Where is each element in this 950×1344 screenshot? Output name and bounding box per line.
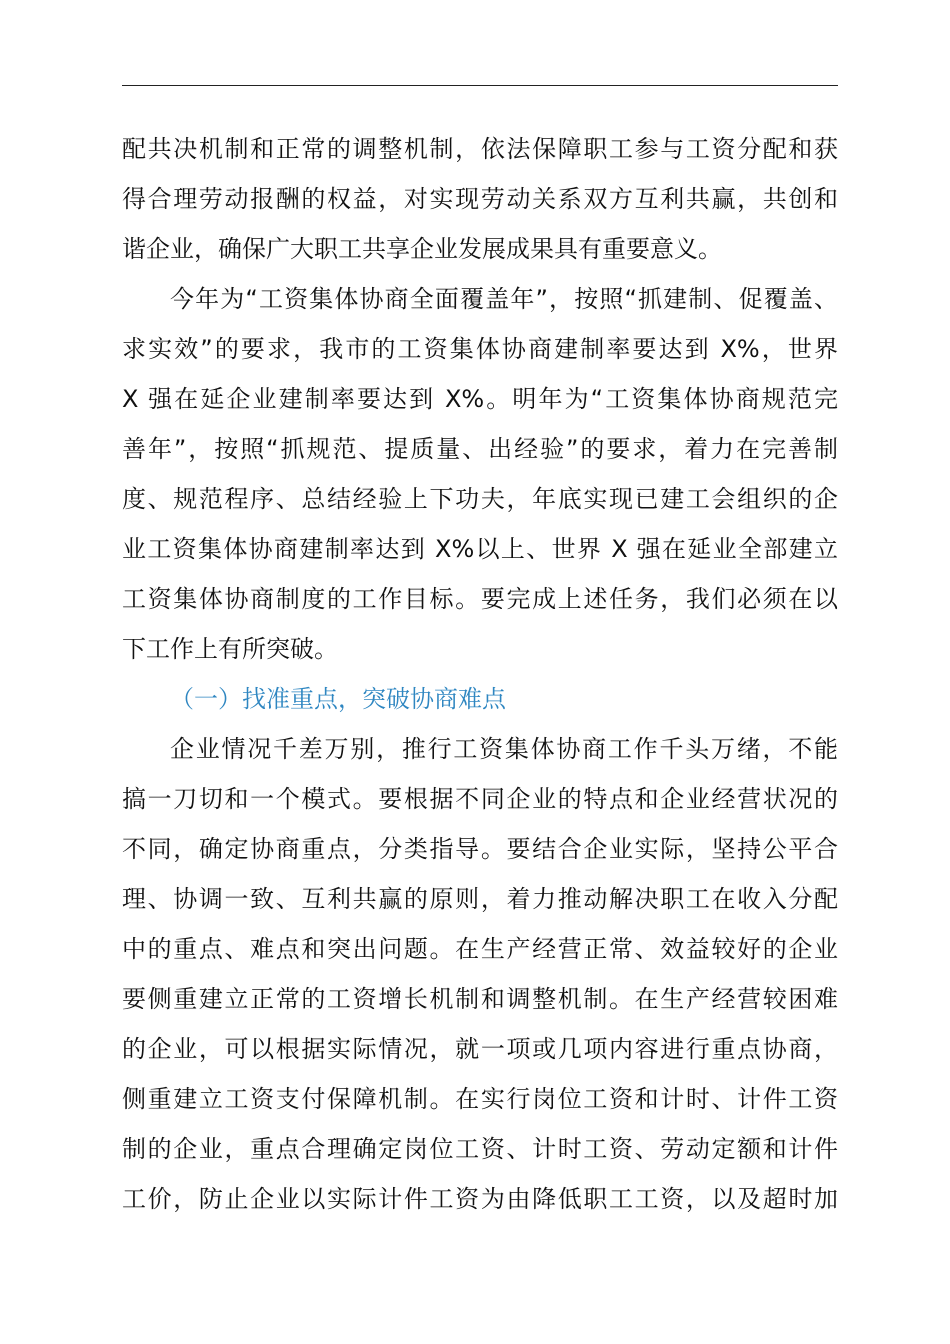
text-line: 不同，确定协商重点，分类指导。要结合企业实际，坚持公平合 (122, 835, 838, 863)
header-rule (122, 85, 838, 86)
text-line: 搞一刀切和一个模式。要根据不同企业的特点和企业经营状况的 (122, 785, 838, 813)
text-line: X 强在延企业建制率要达到 X%。明年为“工资集体协商规范完 (122, 385, 838, 413)
text-line: 中的重点、难点和突出问题。在生产经营正常、效益较好的企业 (122, 935, 838, 963)
text-line: 工资集体协商制度的工作目标。要完成上述任务，我们必须在以 (122, 585, 838, 613)
text-line: 配共决机制和正常的调整机制，依法保障职工参与工资分配和获 (122, 135, 838, 163)
text-line: 的企业，可以根据实际情况，就一项或几项内容进行重点协商， (122, 1035, 838, 1063)
section-heading: （一）找准重点，突破协商难点 (170, 685, 506, 713)
paragraph-3 (122, 728, 838, 1228)
text-line: 得合理劳动报酬的权益，对实现劳动关系双方互利共赢，共创和 (122, 185, 838, 213)
text-line: 下工作上有所突破。 (122, 635, 338, 663)
text-line: 侧重建立工资支付保障机制。在实行岗位工资和计时、计件工资 (122, 1085, 838, 1113)
text-line: 度、规范程序、总结经验上下功夫，年底实现已建工会组织的企 (122, 485, 838, 513)
text-line: 今年为“工资集体协商全面覆盖年”，按照“抓建制、促覆盖、 (170, 285, 838, 313)
text-line: 制的企业，重点合理确定岗位工资、计时工资、劳动定额和计件 (122, 1135, 838, 1163)
text-line: 业工资集体协商建制率达到 X%以上、世界 X 强在延业全部建立 (122, 535, 838, 563)
paragraph-1 (122, 128, 838, 278)
text-line: 谐企业，确保广大职工共享企业发展成果具有重要意义。 (122, 235, 722, 263)
text-line: 善年”，按照“抓规范、提质量、出经验”的要求，着力在完善制 (122, 435, 838, 463)
text-line: 求实效”的要求，我市的工资集体协商建制率要达到 X%，世界 (122, 335, 838, 363)
text-line: 要侧重建立正常的工资增长机制和调整机制。在生产经营较困难 (122, 985, 838, 1013)
paragraph-2 (122, 278, 838, 678)
text-line: 理、协调一致、互利共赢的原则，着力推动解决职工在收入分配 (122, 885, 838, 913)
document-body (122, 128, 838, 1228)
text-line: 工价，防止企业以实际计件工资为由降低职工工资，以及超时加 (122, 1185, 838, 1213)
text-line: 企业情况千差万别，推行工资集体协商工作千头万绪，不能 (170, 735, 838, 763)
